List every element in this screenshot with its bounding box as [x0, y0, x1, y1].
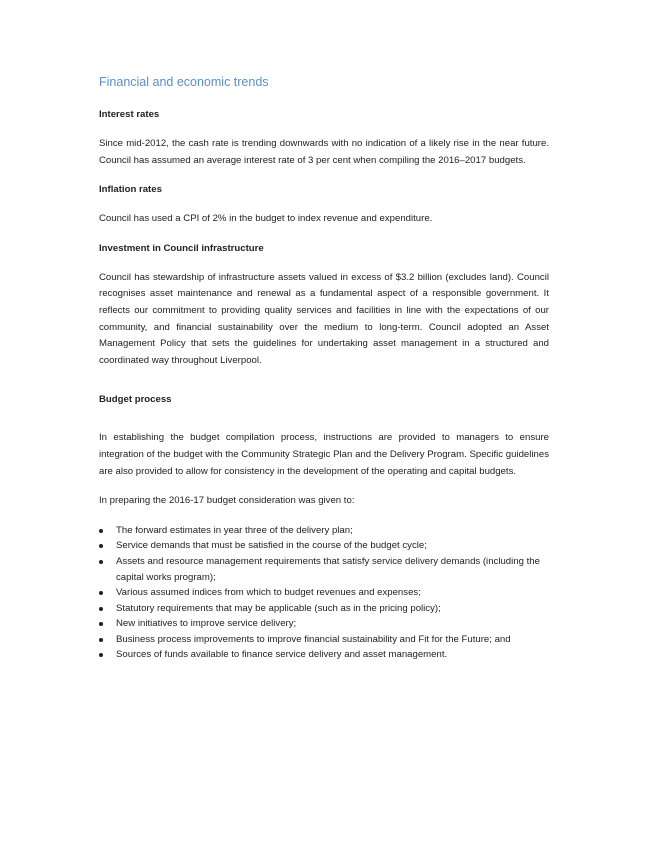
bullet-icon [99, 591, 103, 595]
bullet-icon [99, 653, 103, 657]
list-item-text: Various assumed indices from which to budget revenues and expenses; [116, 587, 421, 599]
section-title: Financial and economic trends [99, 75, 269, 89]
list-item [99, 632, 549, 648]
budget-process-heading: Budget process [99, 394, 172, 406]
budget-consideration-intro: In preparing the 2016-17 budget consideration was given to: [99, 495, 355, 507]
list-item-text: Statutory requirements that may be applicable (such as in the pricing policy); [116, 602, 441, 614]
list-item-text: Business process improvements to improve financial sustainability and Fit for the Future; and [116, 633, 511, 645]
bullet-icon [99, 560, 103, 564]
interest-rates-paragraph: Since mid-2012, the cash rate is trending downwards with no indication of a likely rise in the near future. Council has assumed an average interest rate of 3 per cent when compiling the 2016–2017 budgets. [99, 138, 549, 166]
interest-rates-heading: Interest rates [99, 109, 160, 120]
investment-paragraph: Council has stewardship of infrastructure assets valued in excess of $3.2 billion (excludes land). Council recognises asset maintenance and renewal as a fundamental aspect of a responsible government. It reflects our commitment to providing quality services and facilities in line with the expectations of our community, and financial sustainability over the medium to long-term. Council adopted an Asset Management Policy that sets the guidelines for undertaking asset management in a structured and coordinated way throughout Liverpool. [99, 271, 549, 366]
list-item [99, 554, 549, 585]
bullet-icon [99, 607, 103, 611]
budget-process-paragraph: In establishing the budget compilation process, instructions are provided to managers to ensure integration of the budget with the Community Strategic Plan and the Delivery Program. Specific guidelines are also provided to allow for consistency in the development of the operating and capital budgets. [99, 432, 549, 477]
list-item [99, 616, 549, 632]
budget-consideration-list [99, 523, 549, 663]
document-content [99, 74, 549, 663]
bullet-icon [99, 544, 103, 548]
list-item-text: Assets and resource management requirements that satisfy service delivery demands (including the capital works program); [116, 555, 540, 583]
list-item-text: Sources of funds available to finance service delivery and asset management. [116, 649, 448, 661]
list-item-text: Service demands that must be satisfied in the course of the budget cycle; [116, 540, 427, 552]
list-item [99, 601, 549, 617]
inflation-rates-paragraph: Council has used a CPI of 2% in the budget to index revenue and expenditure. [99, 213, 433, 225]
bullet-icon [99, 529, 103, 533]
investment-heading: Investment in Council infrastructure [99, 242, 264, 254]
bullet-icon [99, 638, 103, 642]
list-item [99, 647, 549, 663]
list-item-text: The forward estimates in year three of the delivery plan; [116, 524, 353, 536]
list-item [99, 538, 549, 554]
bullet-icon [99, 622, 103, 626]
list-item [99, 585, 549, 601]
inflation-rates-heading: Inflation rates [99, 184, 162, 196]
list-item [99, 523, 549, 539]
list-item-text: New initiatives to improve service delivery; [116, 618, 297, 630]
